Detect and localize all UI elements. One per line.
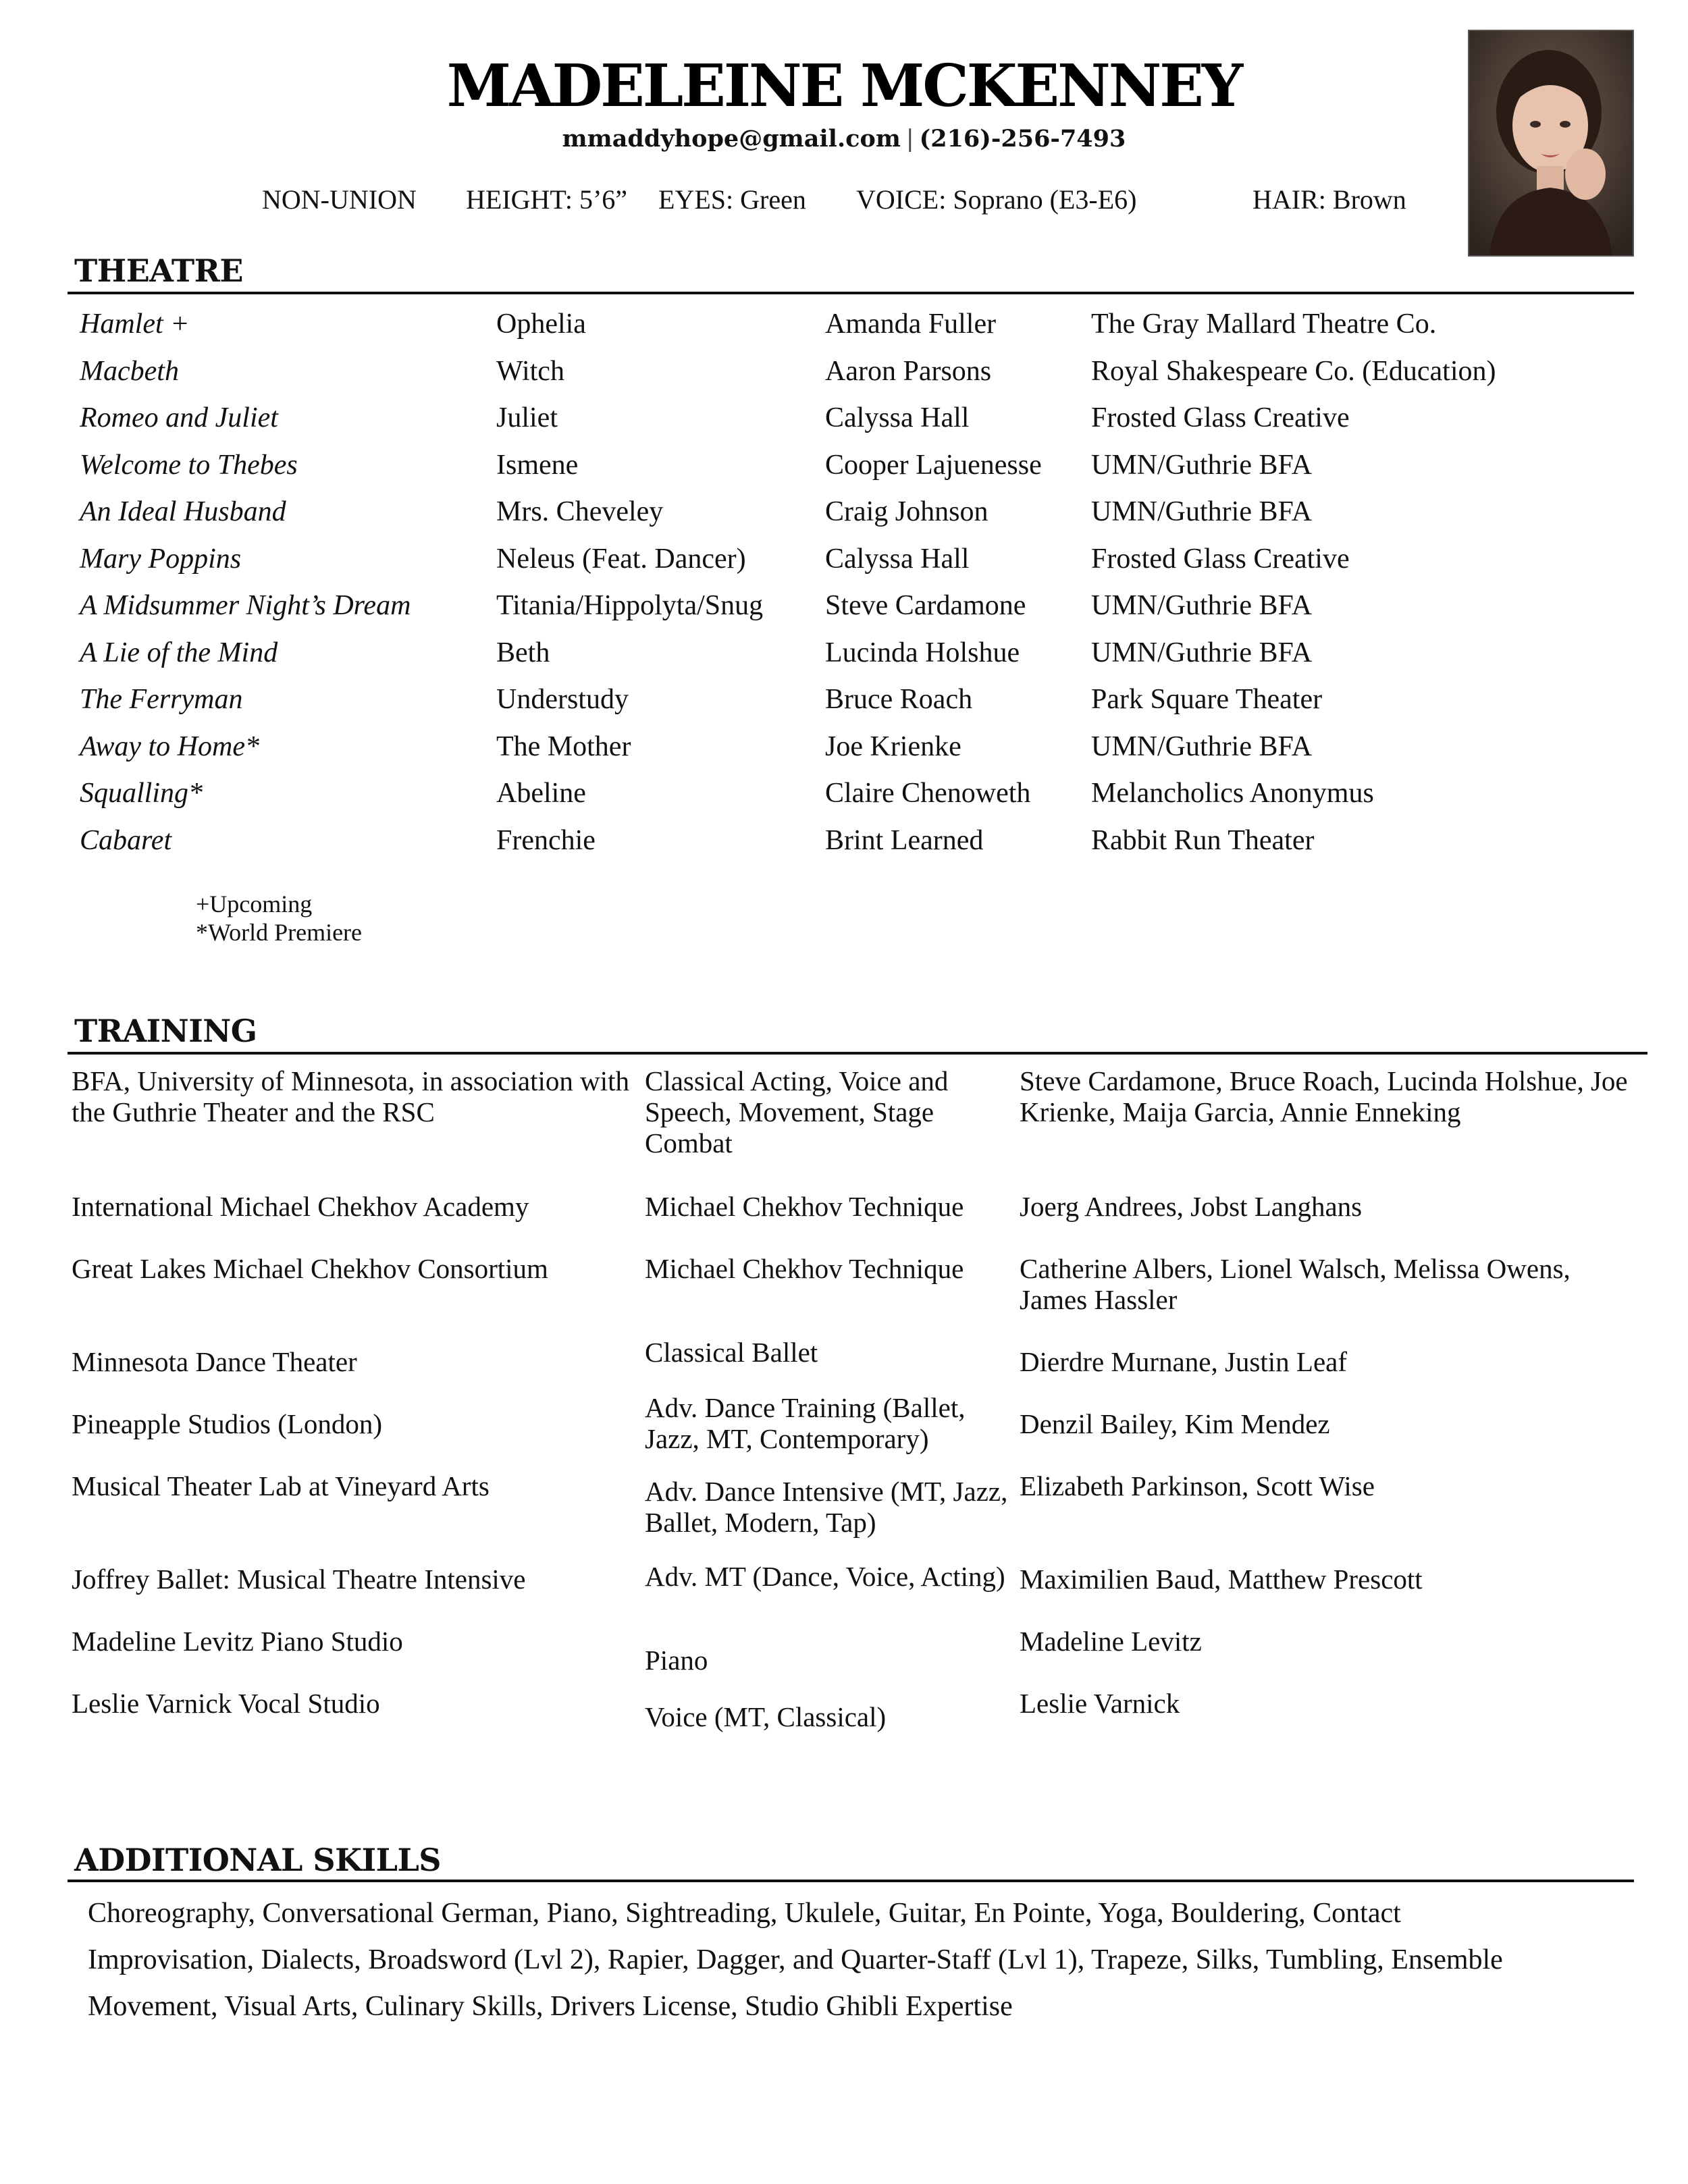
training-teachers: Leslie Varnick bbox=[1020, 1688, 1180, 1719]
company: The Gray Mallard Theatre Co. bbox=[1091, 309, 1437, 340]
company: Rabbit Run Theater bbox=[1091, 824, 1315, 856]
company: UMN/Guthrie BFA bbox=[1091, 496, 1313, 527]
training-school: Musical Theater Lab at Vineyard Arts bbox=[72, 1470, 490, 1501]
director: Bruce Roach bbox=[825, 684, 973, 715]
show-title: An Ideal Husband bbox=[80, 496, 286, 527]
theatre-section-title: THEATRE bbox=[74, 252, 243, 289]
show-title: A Midsummer Night’s Dream bbox=[80, 590, 411, 621]
headshot-photo bbox=[1468, 30, 1634, 257]
training-section-title: TRAINING bbox=[74, 1013, 257, 1049]
company: UMN/Guthrie BFA bbox=[1091, 637, 1313, 668]
skills-divider bbox=[68, 1880, 1634, 1882]
company: UMN/Guthrie BFA bbox=[1091, 590, 1313, 621]
show-title: Cabaret bbox=[80, 824, 172, 856]
training-school: Madeline Levitz Piano Studio bbox=[72, 1626, 403, 1657]
training-school: Great Lakes Michael Chekhov Consortium bbox=[72, 1253, 548, 1284]
director: Amanda Fuller bbox=[825, 309, 997, 340]
voice-stat: VOICE: Soprano (E3-E6) bbox=[856, 184, 1137, 215]
training-school: Pineapple Studios (London) bbox=[72, 1408, 383, 1439]
skills-section-title: ADDITIONAL SKILLS bbox=[74, 1842, 442, 1878]
training-school: International Michael Chekhov Academy bbox=[72, 1191, 529, 1222]
training-subject: Michael Chekhov Technique bbox=[645, 1253, 964, 1284]
skills-list bbox=[88, 1890, 1641, 2030]
role: Mrs. Cheveley bbox=[496, 496, 664, 527]
training-subject: Adv. Dance Intensive (MT, Jazz, Ballet, Modern, Tap) bbox=[645, 1476, 1008, 1538]
director: Craig Johnson bbox=[825, 496, 988, 527]
company: Frosted Glass Creative bbox=[1091, 543, 1350, 575]
training-teachers: Maximilien Baud, Matthew Prescott bbox=[1020, 1564, 1423, 1595]
role: Ismene bbox=[496, 449, 579, 481]
role: Frenchie bbox=[496, 824, 596, 856]
skills-line: Improvisation, Dialects, Broadsword (Lvl 2), Rapier, Dagger, and Quarter-Staff (Lvl 1), Trapeze, Silks, Tumbling, Ensemble bbox=[88, 1944, 1503, 1975]
director: Calyssa Hall bbox=[825, 543, 970, 575]
note-upcoming: +Upcoming bbox=[196, 890, 313, 917]
show-title: A Lie of the Mind bbox=[80, 637, 278, 668]
height-stat: HEIGHT: 5’6” bbox=[466, 184, 628, 215]
training-teachers: Joerg Andrees, Jobst Langhans bbox=[1020, 1191, 1363, 1222]
note-world-premiere: *World Premiere bbox=[196, 919, 363, 946]
company: Melancholics Anonymus bbox=[1091, 778, 1374, 809]
phone: (216)-256-7493 bbox=[919, 125, 1126, 153]
training-subject: Piano bbox=[645, 1645, 708, 1676]
role: Witch bbox=[496, 355, 564, 387]
training-teachers: Elizabeth Parkinson, Scott Wise bbox=[1020, 1470, 1375, 1501]
company: Frosted Glass Creative bbox=[1091, 402, 1350, 433]
role: Titania/Hippolyta/Snug bbox=[496, 590, 764, 621]
training-subject: Adv. MT (Dance, Voice, Acting) bbox=[645, 1561, 1005, 1592]
eyes-stat: EYES: Green bbox=[658, 184, 806, 215]
resume-name: MADELEINE MCKENNEY bbox=[446, 52, 1242, 120]
hair-stat: HAIR: Brown bbox=[1252, 184, 1406, 215]
role: The Mother bbox=[496, 730, 631, 762]
director: Steve Cardamone bbox=[825, 590, 1026, 621]
headshot-illustration bbox=[1469, 31, 1633, 255]
director: Lucinda Holshue bbox=[825, 637, 1020, 668]
contact-separator: | bbox=[905, 126, 914, 153]
training-school: Minnesota Dance Theater bbox=[72, 1346, 357, 1377]
role: Understudy bbox=[496, 684, 629, 715]
role: Abeline bbox=[496, 778, 586, 809]
training-teachers: Catherine Albers, Lionel Walsch, Melissa Owens, James Hassler bbox=[1020, 1253, 1571, 1315]
training-teachers: Madeline Levitz bbox=[1020, 1626, 1202, 1657]
email: mmaddyhope@gmail.com bbox=[562, 125, 901, 153]
contact-line bbox=[0, 124, 1688, 154]
skills-line: Choreography, Conversational German, Piano, Sightreading, Ukulele, Guitar, En Pointe, Yoga, Bouldering, Contact bbox=[88, 1898, 1401, 1929]
director: Aaron Parsons bbox=[825, 355, 992, 387]
director: Joe Krienke bbox=[825, 730, 961, 762]
director: Calyssa Hall bbox=[825, 402, 970, 433]
director: Brint Learned bbox=[825, 824, 984, 856]
training-divider bbox=[68, 1052, 1647, 1055]
company: Royal Shakespeare Co. (Education) bbox=[1091, 355, 1496, 387]
training-teachers: Dierdre Murnane, Justin Leaf bbox=[1020, 1346, 1347, 1377]
role: Beth bbox=[496, 637, 550, 668]
company: UMN/Guthrie BFA bbox=[1091, 449, 1313, 481]
show-title: Welcome to Thebes bbox=[80, 449, 298, 481]
training-subject: Michael Chekhov Technique bbox=[645, 1191, 964, 1222]
training-subject: Voice (MT, Classical) bbox=[645, 1701, 887, 1732]
training-teachers: Steve Cardamone, Bruce Roach, Lucinda Holshue, Joe Krienke, Maija Garcia, Annie Enneking bbox=[1020, 1065, 1628, 1127]
show-title: Romeo and Juliet bbox=[80, 402, 278, 433]
training-subject: Classical Ballet bbox=[645, 1337, 818, 1368]
training-teachers: Denzil Bailey, Kim Mendez bbox=[1020, 1408, 1330, 1439]
training-school: Joffrey Ballet: Musical Theatre Intensive bbox=[72, 1564, 526, 1595]
training-subject: Adv. Dance Training (Ballet, Jazz, MT, Contemporary) bbox=[645, 1392, 966, 1454]
skills-line: Movement, Visual Arts, Culinary Skills, Drivers License, Studio Ghibli Expertise bbox=[88, 1991, 1013, 2022]
company: UMN/Guthrie BFA bbox=[1091, 730, 1313, 762]
company: Park Square Theater bbox=[1091, 684, 1323, 715]
show-title: Macbeth bbox=[80, 355, 179, 387]
show-title: The Ferryman bbox=[80, 684, 243, 715]
training-school: Leslie Varnick Vocal Studio bbox=[72, 1688, 380, 1719]
training-school: BFA, University of Minnesota, in association with the Guthrie Theater and the RSC bbox=[72, 1065, 630, 1127]
theatre-divider bbox=[68, 292, 1634, 294]
role: Neleus (Feat. Dancer) bbox=[496, 543, 746, 575]
director: Claire Chenoweth bbox=[825, 778, 1031, 809]
show-title: Away to Home* bbox=[80, 730, 259, 762]
role: Juliet bbox=[496, 402, 558, 433]
show-title: Squalling* bbox=[80, 778, 203, 809]
director: Cooper Lajuenesse bbox=[825, 449, 1042, 481]
show-title: Hamlet + bbox=[80, 309, 190, 340]
training-subject: Classical Acting, Voice and Speech, Movement, Stage Combat bbox=[645, 1065, 949, 1158]
show-title: Mary Poppins bbox=[80, 543, 242, 575]
role: Ophelia bbox=[496, 309, 586, 340]
union-status: NON-UNION bbox=[262, 184, 417, 215]
